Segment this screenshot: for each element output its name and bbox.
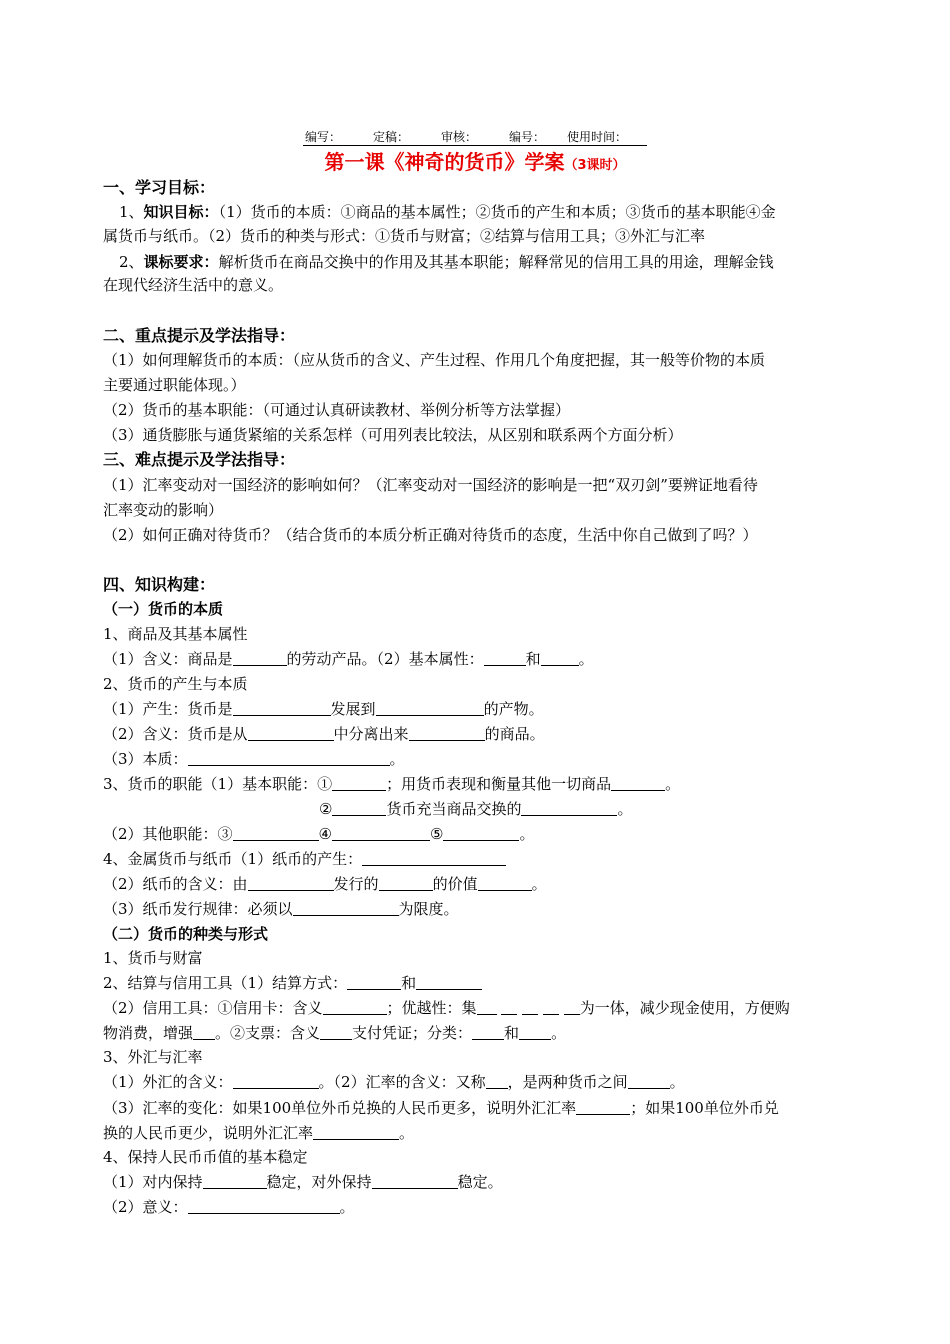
keypoint-line-2: 主要通过职能体现。） <box>103 376 246 394</box>
serial-label: 编号： <box>509 130 546 144</box>
difficulty-line-2: 汇率变动的影响） <box>103 501 224 519</box>
item-rate-change-fill: （3）汇率的变化：如果100单位外币兑换的人民币更多，说明外汇汇率 ；如果100单位外币兑 <box>103 1099 779 1117</box>
blank[interactable] <box>248 875 334 891</box>
blank[interactable] <box>320 1024 352 1040</box>
keypoint-line-3: （2）货币的基本职能：（可通过认真研读教材、举例分析等方法掌握） <box>103 401 571 419</box>
blank[interactable] <box>611 775 665 791</box>
goal-line-2: 属货币与纸币。（2）货币的种类与形式：①货币与财富；②结算与信用工具；③外汇与汇率 <box>103 227 706 245</box>
item-meaning-fill: （2）含义：货币是从 中分离出来 的商品。 <box>103 725 545 743</box>
difficulty-line-1: （1）汇率变动对一国经济的影响如何？（汇率变动对一国经济的影响是一把“双刃剑”要辨证地看待 <box>103 476 758 494</box>
item-credit-fill: （2）信用工具：①信用卡：含义 ；优越性：集 为一体，减少现金使用，方便购 <box>103 999 790 1017</box>
blank[interactable] <box>472 1024 504 1040</box>
blank[interactable] <box>628 1073 670 1089</box>
blank[interactable] <box>323 999 387 1015</box>
item-origin-fill: （1）产生：货币是 发展到 的产物。 <box>103 700 544 718</box>
blank[interactable] <box>379 875 433 891</box>
blank[interactable] <box>416 974 482 990</box>
difficulty-line-3: （2）如何正确对待货币？（结合货币的本质分析正确对待货币的态度，生活中你自己做到了吗？） <box>103 526 758 544</box>
reviewer-label: 审核： <box>440 130 477 144</box>
finalizer-label: 定稿： <box>372 130 409 144</box>
author-label: 编写： <box>304 130 341 144</box>
item-check-fill: 物消费，增强 。②支票：含义 支付凭证；分类： 和 。 <box>103 1024 567 1042</box>
goal-line-4: 在现代经济生活中的意义。 <box>103 276 284 294</box>
item-forex: 3、外汇与汇率 <box>103 1048 203 1066</box>
blank[interactable] <box>362 850 506 866</box>
item-commodity: 1、商品及其基本属性 <box>103 625 248 643</box>
goal-line-3: 2、课标要求：解析货币在商品交换中的作用及其基本职能；解释常见的信用工具的用途，理解金钱 <box>119 253 774 271</box>
item-settlement-fill: 2、结算与信用工具（1）结算方式： 和 <box>103 971 863 995</box>
blank[interactable] <box>332 825 430 841</box>
goal-line-1: 1、知识目标：（1）货币的本质：①商品的基本属性；②货币的产生和本质；③货币的基本职能④金 <box>119 203 776 221</box>
item-money-wealth: 1、货币与财富 <box>103 949 203 967</box>
document-header-line <box>0 129 950 145</box>
title-note: （3课时） <box>564 158 626 173</box>
blank[interactable] <box>501 999 517 1015</box>
blank[interactable] <box>233 650 287 666</box>
blank[interactable] <box>233 700 331 716</box>
blank[interactable] <box>188 750 390 766</box>
blank[interactable] <box>477 999 497 1015</box>
blank[interactable] <box>248 725 334 741</box>
item-commodity-fill: （1）含义：商品是 的劳动产品。（2）基本属性： 和 。 <box>103 650 594 668</box>
section-heading-keypoints: 二、重点提示及学法指导： <box>103 326 296 345</box>
title-text: 第一课《神奇的货币》学案 <box>324 150 565 174</box>
keypoint-line-1: （1）如何理解货币的本质：（应从货币的含义、产生过程、作用几个角度把握，其一般等价物的本质 <box>103 351 766 369</box>
item-paper-money-fill: 4、金属货币与纸币（1）纸币的产生： <box>103 847 863 871</box>
blank[interactable] <box>193 1024 215 1040</box>
blank[interactable] <box>576 1099 630 1115</box>
keypoint-line-4: （3）通货膨胀与通货紧缩的关系怎样（可用列表比较法，从区别和联系两个方面分析） <box>103 426 683 444</box>
blank[interactable] <box>486 1073 508 1089</box>
blank[interactable] <box>203 1173 267 1189</box>
item-other-functions-fill: （2）其他职能：③ ④ ⑤ 。 <box>103 825 535 843</box>
item-functions-fill-2: ② 货币充当商品交换的 。 <box>319 800 633 818</box>
blank[interactable] <box>233 1073 319 1089</box>
blank[interactable] <box>564 999 580 1015</box>
item-essence-fill: （3）本质： 。 <box>103 750 405 768</box>
section-heading-knowledge: 四、知识构建： <box>103 575 216 594</box>
blank[interactable] <box>541 650 579 666</box>
blank[interactable] <box>478 875 532 891</box>
item-paper-meaning-fill: （2）纸币的含义：由 发行的 的价值 。 <box>103 875 547 893</box>
blank[interactable] <box>484 650 526 666</box>
item-forex-fill: （1）外汇的含义： 。（2）汇率的含义：又称 ，是两种货币之间 。 <box>103 1073 685 1091</box>
item-rmb-stable: 4、保持人民币币值的基本稳定 <box>103 1148 308 1166</box>
blank[interactable] <box>233 825 319 841</box>
blank[interactable] <box>522 999 538 1015</box>
use-time-label: 使用时间： <box>567 130 628 144</box>
blank[interactable] <box>188 1198 340 1214</box>
blank[interactable] <box>543 999 559 1015</box>
item-paper-law-fill: （3）纸币发行规律：必须以 为限度。 <box>103 900 459 918</box>
section-heading-difficulties: 三、难点提示及学法指导： <box>103 450 296 469</box>
blank[interactable] <box>519 1024 551 1040</box>
knowledge-goal-label: 知识目标： <box>143 203 219 221</box>
blank[interactable] <box>347 974 401 990</box>
blank[interactable] <box>376 700 484 716</box>
blank[interactable] <box>443 825 519 841</box>
item-significance-fill: （2）意义： 。 <box>103 1198 355 1216</box>
subsection-money-types: （二）货币的种类与形式 <box>103 925 269 943</box>
blank[interactable] <box>293 900 399 916</box>
blank[interactable] <box>332 775 386 791</box>
item-rate-change-fill-2: 换的人民币更少，说明外汇汇率 。 <box>103 1124 415 1142</box>
item-rmb-fill: （1）对内保持 稳定，对外保持 稳定。 <box>103 1173 503 1191</box>
subsection-money-nature: （一）货币的本质 <box>103 600 224 618</box>
curriculum-req-label: 课标要求： <box>143 253 219 271</box>
section-heading-goals: 一、学习目标： <box>103 178 216 197</box>
blank[interactable] <box>313 1124 399 1140</box>
blank[interactable] <box>372 1173 458 1189</box>
item-functions-fill: 3、货币的职能（1）基本职能：① ；用货币表现和衡量其他一切商品 。 <box>103 775 681 793</box>
blank[interactable] <box>332 800 386 816</box>
blank[interactable] <box>409 725 485 741</box>
item-money-origin: 2、货币的产生与本质 <box>103 675 248 693</box>
blank[interactable] <box>521 800 617 816</box>
